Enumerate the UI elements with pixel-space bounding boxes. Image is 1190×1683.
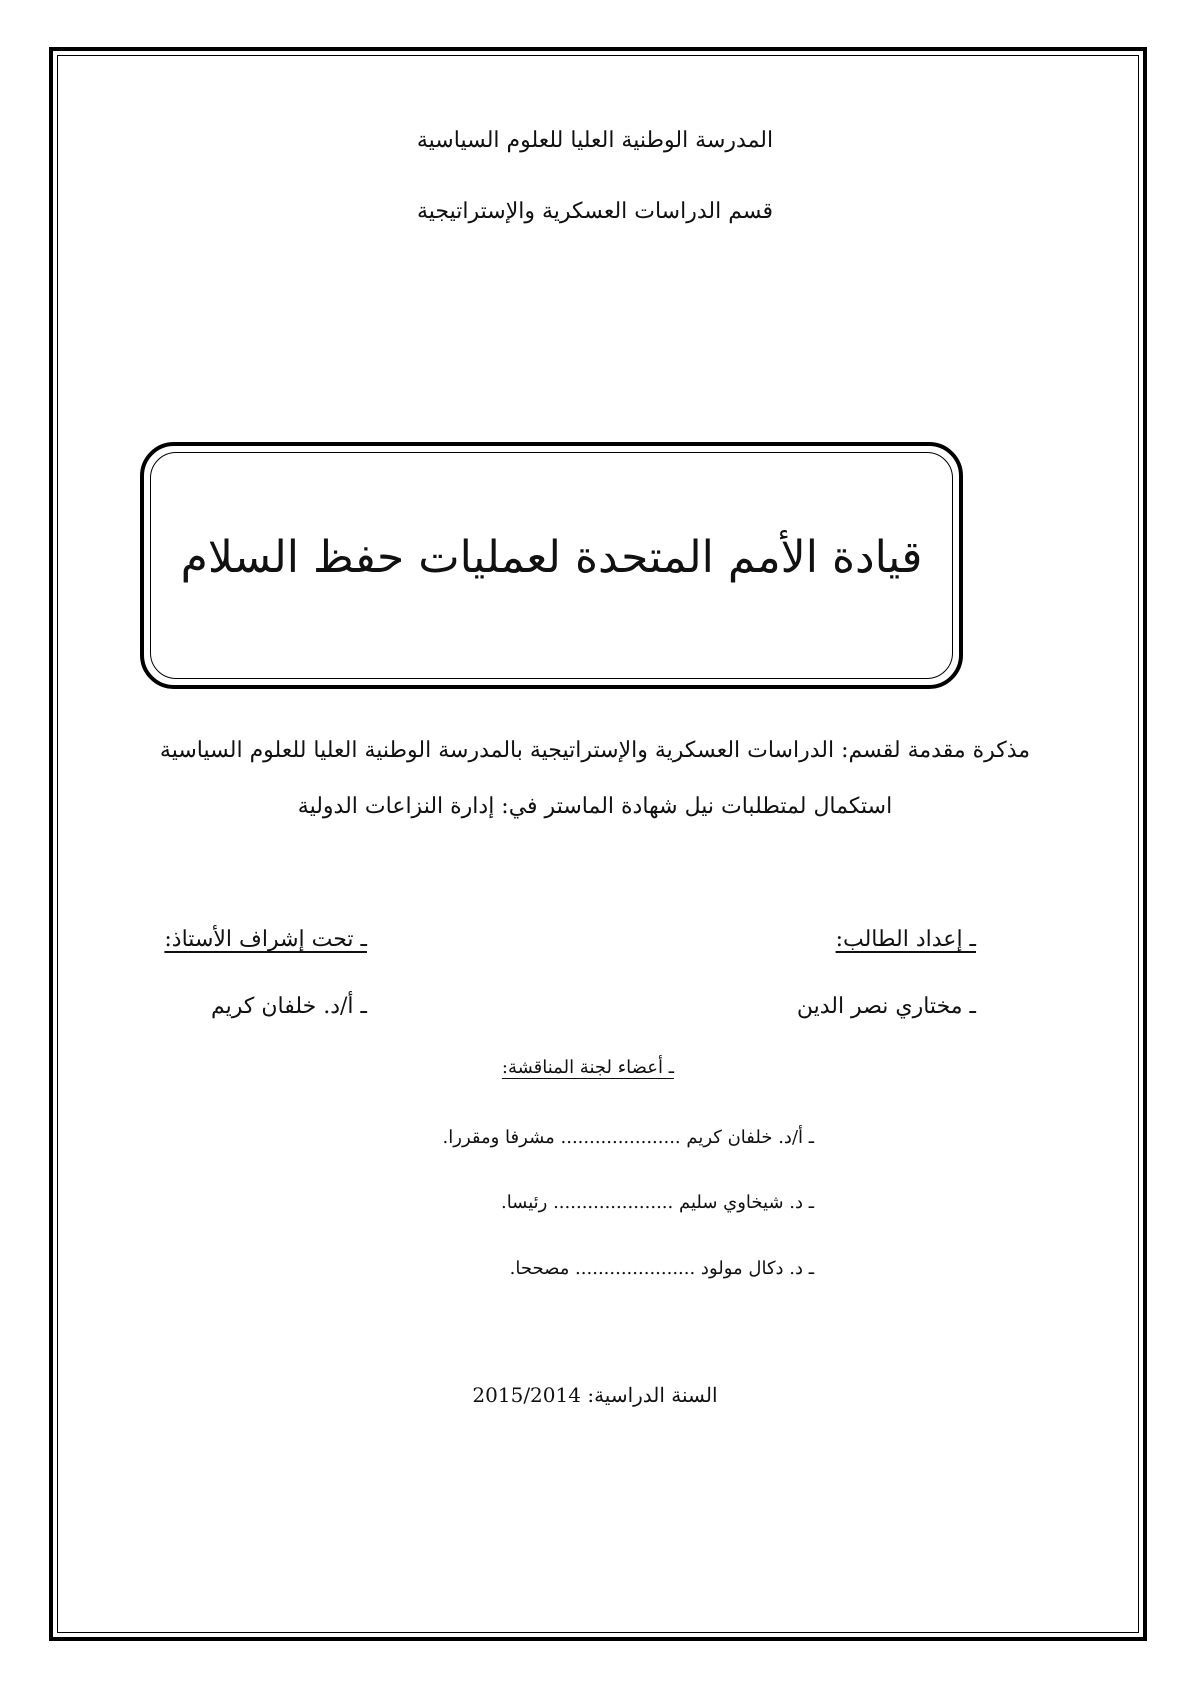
committee-member: ـ د. دكال مولود ..................... مصححا. — [509, 1258, 814, 1279]
supervisor-name: ـ أ/د. خلفان كريم — [211, 994, 367, 1019]
description-line-2: استكمال لمتطلبات نيل شهادة الماستر في: إدارة النزاعات الدولية — [297, 794, 893, 819]
supervisor-label: ـ تحت إشراف الأستاذ: — [164, 927, 367, 952]
thesis-title: قيادة الأمم المتحدة لعمليات حفظ السلام — [180, 532, 923, 583]
student-name: ـ مختاري نصر الدين — [796, 994, 976, 1019]
committee-member: ـ أ/د. خلفان كريم ..................... مشرفا ومقررا. — [442, 1127, 814, 1148]
description-line-1: مذكرة مقدمة لقسم: الدراسات العسكرية والإستراتيجية بالمدرسة الوطنية العليا للعلوم السياسية — [159, 738, 1031, 763]
student-label: ـ إعداد الطالب: — [835, 927, 976, 952]
department-name: قسم الدراسات العسكرية والإستراتيجية — [417, 199, 773, 224]
committee-heading: ـ أعضاء لجنة المناقشة: — [501, 1057, 674, 1078]
institution-name: المدرسة الوطنية العليا للعلوم السياسية — [416, 128, 774, 153]
committee-member: ـ د. شيخاوي سليم ..................... رئيسا. — [500, 1192, 814, 1213]
academic-year: السنة الدراسية: 2015/2014 — [472, 1383, 718, 1407]
